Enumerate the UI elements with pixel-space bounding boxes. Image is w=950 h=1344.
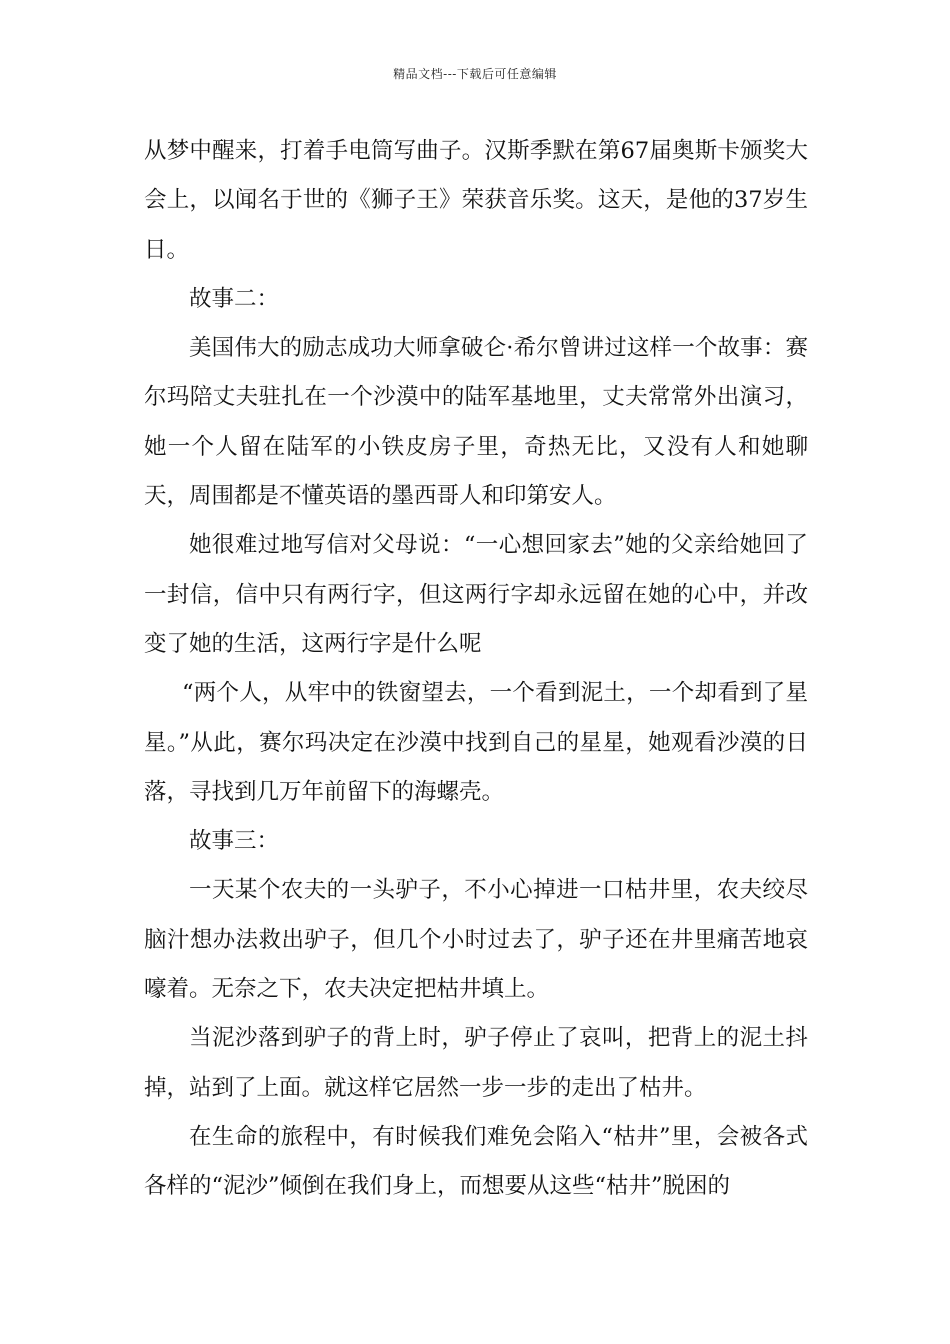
- paragraph-donkey-well: 一天某个农夫的一头驴子，不小心掉进一口枯井里，农夫绞尽脑汁想办法救出驴子，但几个小时过去了，驴子还在井里痛苦地哀嚎着。无奈之下，农夫决定把枯井填上。: [144, 877, 808, 1003]
- page-header: 精品文档---下载后可任意编辑: [393, 67, 557, 81]
- paragraph-quote: “两个人，从牢中的铁窗望去，一个看到泥土，一个却看到了星星。”从此，赛尔玛决定在沙漠中找到自己的星星，她观看沙漠的日落，寻找到几万年前留下的海螺壳。: [144, 680, 808, 805]
- paragraph-story-two-intro: 美国伟大的励志成功大师拿破仑·希尔曾讲过这样一个故事：赛尔玛陪丈夫驻扎在一个沙漠中的陆军基地里，丈夫常常外出演习，她一个人留在陆军的小铁皮房子里，奇热无比，又没有人和她聊天，周围都是不懂英语的墨西哥人和印第安人。: [144, 335, 808, 510]
- paragraph-letter: 她很难过地写信对父母说：“一心想回家去”她的父亲给她回了一封信，信中只有两行字，但这两行字却永远留在她的心中，并改变了她的生活，这两行字是什么呢: [144, 532, 808, 657]
- paragraph-life-reflection: 在生命的旅程中，有时候我们难免会陷入“枯井”里，会被各式各样的“泥沙”倾倒在我们身上，而想要从这些“枯井”脱困的: [144, 1123, 808, 1200]
- paragraph-donkey-escape: 当泥沙落到驴子的背上时，驴子停止了哀叫，把背上的泥土抖掉，站到了上面。就这样它居然一步一步的走出了枯井。: [144, 1025, 808, 1101]
- section-heading-story-two: 故事二：: [189, 285, 280, 312]
- document-body: [144, 127, 808, 1212]
- paragraph-continuation: 从梦中醒来，打着手电筒写曲子。汉斯季默在第67届奥斯卡颁奖大会上，以闻名于世的《狮子王》荣获音乐奖。这天，是他的37岁生日。: [144, 138, 808, 263]
- section-heading-story-three: 故事三：: [189, 828, 280, 855]
